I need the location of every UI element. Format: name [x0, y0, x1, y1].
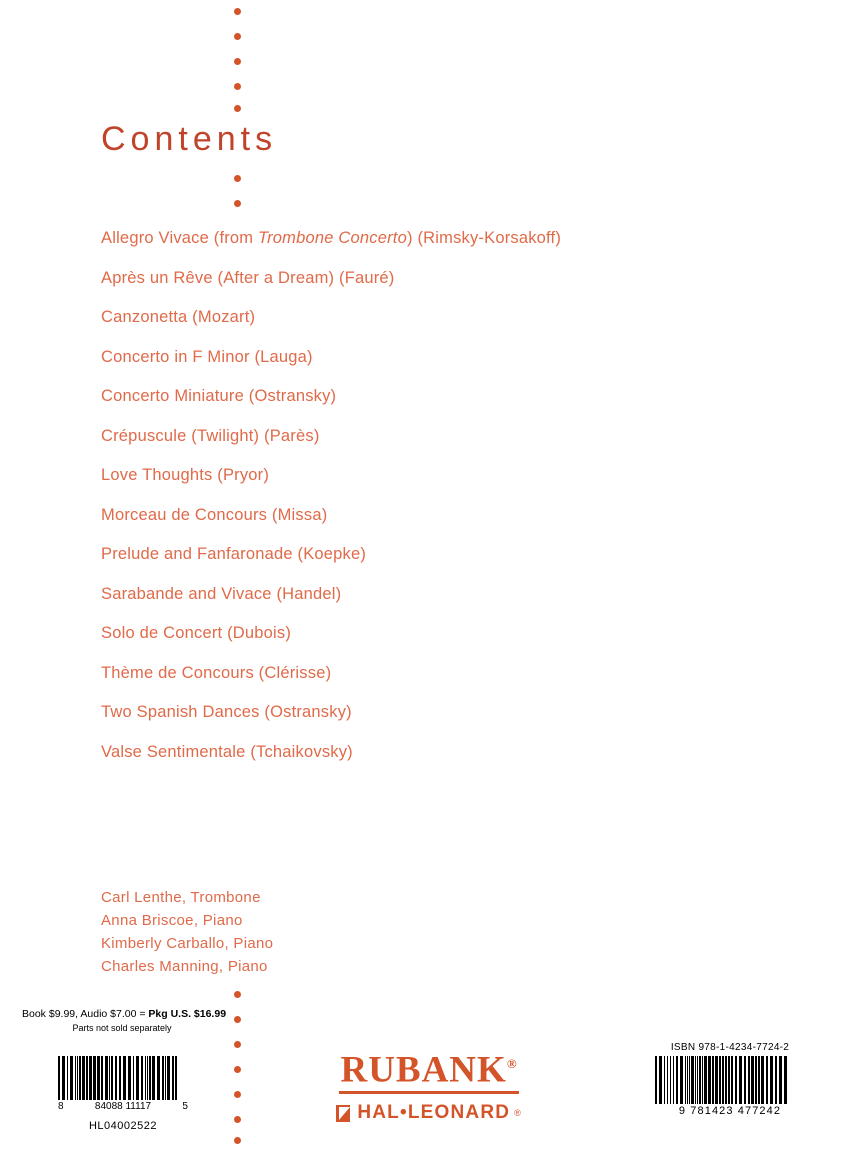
decorative-dot — [234, 33, 241, 40]
hal-leonard-registered-mark: ® — [514, 1108, 522, 1119]
contents-entry — [101, 268, 661, 289]
upc-bars — [58, 1056, 188, 1100]
barcode-bar — [667, 1056, 668, 1104]
barcode-bar — [89, 1056, 92, 1100]
barcode-bar — [687, 1056, 688, 1104]
price-block — [22, 1008, 227, 1034]
barcode-bar — [766, 1056, 768, 1104]
barcode-bar — [695, 1056, 696, 1104]
rubank-wordmark: RUBANK — [340, 1049, 507, 1091]
barcode-bar — [141, 1056, 143, 1100]
contents-entry — [101, 307, 661, 328]
contents-entry-title: Canzonetta (Mozart) — [101, 308, 256, 326]
decorative-dot — [234, 83, 241, 90]
decorative-dot — [234, 58, 241, 65]
upc-barcode — [58, 1056, 188, 1132]
barcode-bar — [79, 1056, 81, 1100]
barcode-bar — [133, 1056, 134, 1100]
barcode-bar — [697, 1056, 698, 1104]
barcode-bar — [93, 1056, 96, 1100]
barcode-bar — [62, 1056, 65, 1100]
barcode-bar — [77, 1056, 78, 1100]
barcode-bar — [655, 1056, 657, 1104]
barcode-bar — [779, 1056, 782, 1104]
barcode-bar — [744, 1056, 746, 1104]
barcode-bar — [58, 1056, 60, 1100]
price-note: Parts not sold separately — [72, 1023, 172, 1033]
contents-entry — [101, 347, 661, 368]
performer-credit: Charles Manning, Piano — [101, 958, 268, 975]
hal-leonard-flag-icon — [336, 1105, 350, 1122]
barcode-bar — [86, 1056, 88, 1100]
barcode-bar — [105, 1056, 108, 1100]
contents-entry-title: Allegro Vivace (from — [101, 229, 259, 247]
rubank-underline — [339, 1091, 519, 1094]
hal-leonard-wordmark: HAL•LEONARD — [357, 1102, 511, 1124]
decorative-dot — [234, 1137, 241, 1144]
barcode-bar — [704, 1056, 707, 1104]
contents-entry-title: Love Thoughts (Pryor) — [101, 466, 270, 484]
contents-entry-title: Prelude and Fanfaronade (Koepke) — [101, 545, 367, 563]
barcode-bar — [755, 1056, 757, 1104]
barcode-bar — [761, 1056, 764, 1104]
contents-entry-title: Concerto Miniature (Ostransky) — [101, 387, 337, 405]
decorative-dot — [234, 1066, 241, 1073]
barcode-bar — [172, 1056, 174, 1100]
barcode-bar — [119, 1056, 121, 1100]
barcode-bar — [670, 1056, 671, 1104]
decorative-dot — [234, 8, 241, 15]
barcode-bar — [664, 1056, 665, 1104]
decorative-dot — [234, 991, 241, 998]
contents-entry-title: Concerto in F Minor (Lauga) — [101, 347, 313, 366]
barcode-bar — [165, 1056, 166, 1100]
contents-entry — [101, 465, 661, 486]
barcode-bar — [82, 1056, 85, 1100]
barcode-bar — [147, 1056, 148, 1100]
barcode-bar — [115, 1056, 117, 1100]
contents-entry-title: Morceau de Concours (Missa) — [101, 505, 328, 524]
barcode-bar — [685, 1056, 686, 1104]
isbn-barcode — [655, 1042, 805, 1117]
decorative-dot — [234, 200, 241, 207]
barcode-bar — [70, 1056, 73, 1100]
barcode-bar — [97, 1056, 100, 1100]
isbn-digits: 9 781423 477242 — [678, 1105, 782, 1117]
barcode-bar — [691, 1056, 694, 1104]
isbn-label: ISBN 978-1-4234-7724-2 — [670, 1042, 790, 1053]
rubank-registered-mark: ® — [506, 1056, 518, 1071]
contents-entry — [101, 544, 661, 565]
barcode-bar — [751, 1056, 754, 1104]
page-title: Contents — [101, 120, 278, 158]
barcode-bar — [775, 1056, 777, 1104]
barcode-bar — [167, 1056, 170, 1100]
barcode-bar — [157, 1056, 160, 1100]
upc-digits — [58, 1101, 188, 1112]
barcode-bar — [728, 1056, 730, 1104]
decorative-dot — [234, 1116, 241, 1123]
barcode-bar — [725, 1056, 727, 1104]
contents-entry — [101, 426, 661, 447]
price-book-audio: Book $9.99, Audio $7.00 = — [22, 1008, 149, 1020]
barcode-bar — [673, 1056, 674, 1104]
contents-entry-title: Thème de Concours (Clérisse) — [101, 663, 332, 682]
barcode-bar — [680, 1056, 683, 1104]
contents-entry-work-italic: Trombone Concerto — [258, 229, 407, 247]
contents-entry-title: Sarabande and Vivace (Handel) — [101, 584, 342, 603]
barcode-bar — [739, 1056, 742, 1104]
rubank-logo — [340, 1044, 517, 1090]
barcode-bar — [715, 1056, 718, 1104]
barcode-bar — [722, 1056, 724, 1104]
barcode-bar — [136, 1056, 139, 1100]
performer-credit: Carl Lenthe, Trombone — [101, 889, 261, 906]
barcode-bar — [702, 1056, 703, 1104]
contents-entry-title: Valse Sentimentale (Tchaikovsky) — [101, 742, 353, 761]
performer-credit: Kimberly Carballo, Piano — [101, 935, 274, 952]
barcode-bar — [111, 1056, 113, 1100]
contents-list — [101, 228, 661, 781]
barcode-bar — [152, 1056, 155, 1100]
decorative-dot — [234, 105, 241, 112]
barcode-bar — [175, 1056, 177, 1100]
contents-entry — [101, 623, 661, 644]
upc-right-digit: 5 — [182, 1101, 188, 1112]
contents-entry — [101, 386, 661, 407]
contents-entry — [101, 228, 661, 249]
isbn-bars — [655, 1056, 805, 1104]
decorative-dot — [234, 1041, 241, 1048]
barcode-bar — [748, 1056, 750, 1104]
barcode-bar — [67, 1056, 68, 1100]
price-line — [22, 1008, 227, 1021]
barcode-bar — [699, 1056, 701, 1104]
decorative-dot — [234, 1016, 241, 1023]
barcode-bar — [659, 1056, 662, 1104]
publisher-logos — [336, 1044, 522, 1124]
decorative-dot — [234, 1091, 241, 1098]
contents-entry-title: Crépuscule (Twilight) (Parès) — [101, 426, 320, 445]
hal-leonard-logo — [336, 1102, 522, 1124]
barcode-bar — [123, 1056, 126, 1100]
upc-middle-digits: 84088 11117 — [94, 1101, 152, 1112]
barcode-bar — [708, 1056, 711, 1104]
barcode-bar — [735, 1056, 737, 1104]
upc-left-digit: 8 — [58, 1101, 64, 1112]
barcode-bar — [689, 1056, 690, 1104]
barcode-bar — [784, 1056, 787, 1104]
barcode-bar — [109, 1056, 110, 1100]
barcode-bar — [731, 1056, 733, 1104]
contents-entry — [101, 584, 661, 605]
barcode-bar — [676, 1056, 678, 1104]
contents-entry — [101, 663, 661, 684]
barcode-bar — [719, 1056, 721, 1104]
barcode-bar — [770, 1056, 773, 1104]
contents-entry-title: Solo de Concert (Dubois) — [101, 624, 292, 642]
performers-list — [101, 886, 273, 978]
contents-entry-title: Two Spanish Dances (Ostransky) — [101, 703, 352, 721]
barcode-bar — [162, 1056, 164, 1100]
contents-entry-title: Après un Rêve (After a Dream) (Fauré) — [101, 268, 395, 287]
contents-entry — [101, 742, 661, 763]
barcode-bar — [101, 1056, 103, 1100]
barcode-bar — [145, 1056, 146, 1100]
contents-entry — [101, 505, 661, 526]
barcode-bar — [75, 1056, 76, 1100]
barcode-bar — [758, 1056, 760, 1104]
price-package: Pkg U.S. $16.99 — [148, 1008, 227, 1020]
barcode-bar — [712, 1056, 714, 1104]
decorative-dot — [234, 175, 241, 182]
barcode-bar — [128, 1056, 131, 1100]
contents-entry — [101, 702, 661, 723]
performer-credit: Anna Briscoe, Piano — [101, 912, 243, 929]
contents-entry-composer: ) (Rimsky-Korsakoff) — [406, 229, 562, 247]
barcode-bar — [149, 1056, 151, 1100]
hl-product-number: HL04002522 — [88, 1120, 157, 1132]
